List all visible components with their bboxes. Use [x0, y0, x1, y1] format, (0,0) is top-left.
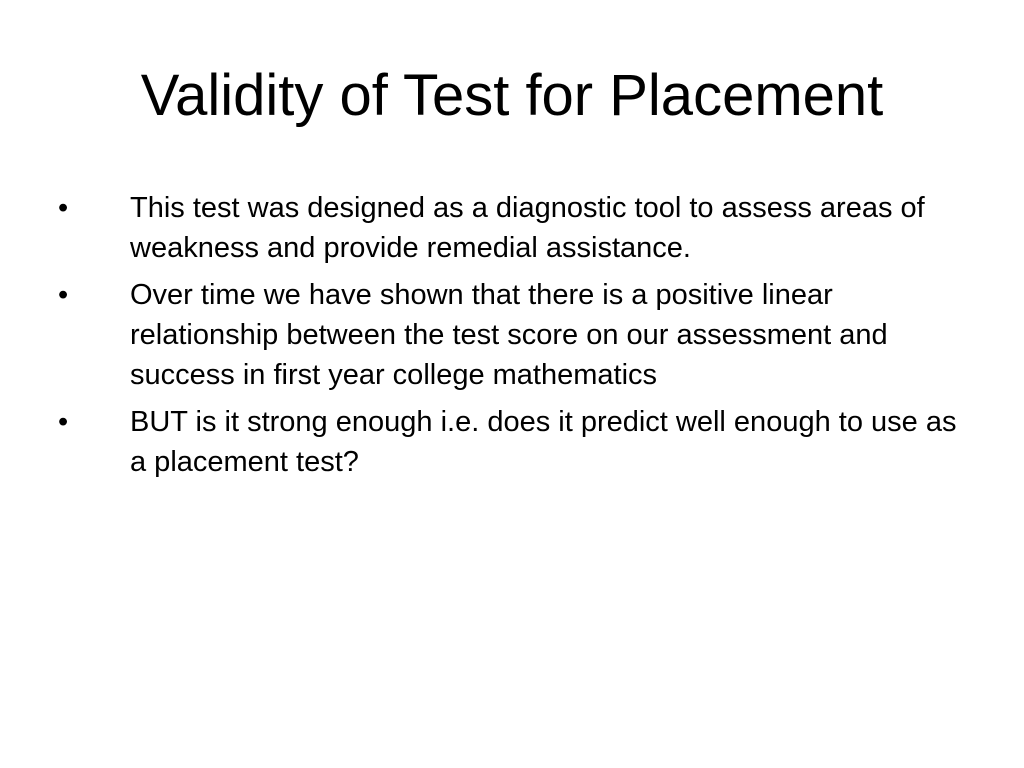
bullet-text: BUT is it strong enough i.e. does it predict well enough to use as a placement test?	[130, 406, 957, 478]
bullet-item	[58, 188, 978, 268]
bullet-list	[58, 188, 978, 489]
bullet-text: This test was designed as a diagnostic tool to assess areas of weakness and provide remedial assistance.	[130, 192, 925, 264]
bullet-item	[58, 402, 978, 482]
bullet-point-icon: •	[58, 192, 69, 224]
bullet-text: Over time we have shown that there is a positive linear relationship between the test score on our assessment and success in first year college mathematics	[130, 279, 888, 391]
bullet-item	[58, 275, 978, 395]
bullet-point-icon: •	[58, 279, 69, 311]
bullet-point-icon: •	[58, 406, 69, 438]
slide-title: Validity of Test for Placement	[140, 63, 884, 128]
